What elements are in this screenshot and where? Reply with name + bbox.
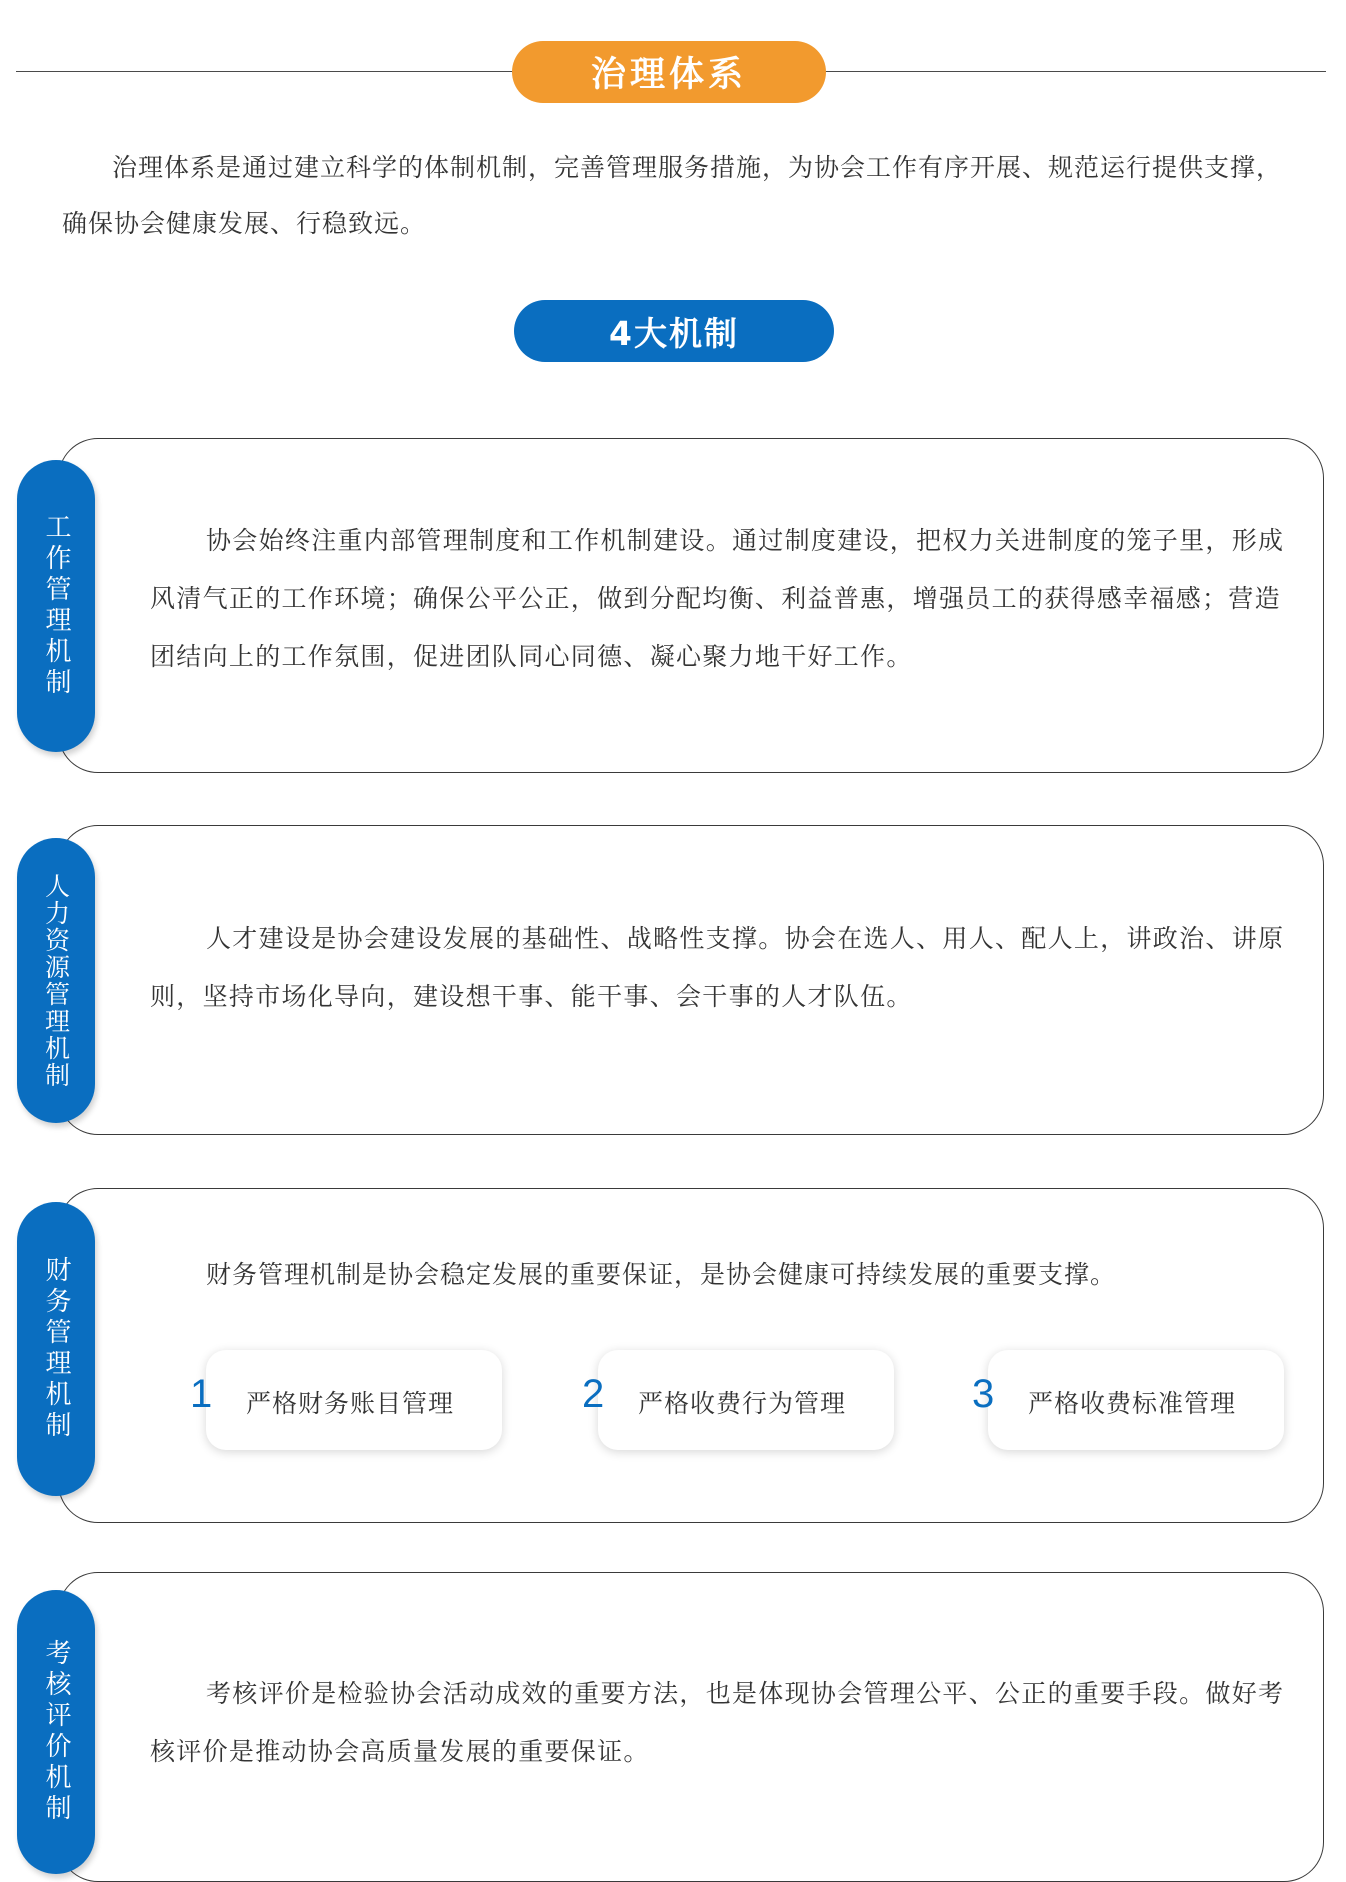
mechanism-tab-finance (17, 1202, 95, 1496)
mechanism-text-assessment: 考核评价是检验协会活动成效的重要方法，也是体现协会管理公平、公正的重要手段。做好考核评价是推动协会高质量发展的重要保证。 (150, 1679, 1285, 1766)
page-title-text: 治理体系 (590, 55, 747, 95)
finance-item-number: 3 (972, 1372, 995, 1416)
mechanism-tab-label: 人力资源管理机制 (41, 872, 71, 1089)
finance-item-number: 1 (190, 1372, 213, 1416)
mechanism-tab-assessment (17, 1590, 95, 1874)
finance-item-2 (598, 1350, 894, 1450)
mechanism-tab-work (17, 460, 95, 752)
mechanism-text-hr: 人才建设是协会建设发展的基础性、战略性支撑。协会在选人、用人、配人上，讲政治、讲原则，坚持市场化导向，建设想干事、能干事、会干事的人才队伍。 (150, 924, 1285, 1011)
finance-item-label: 严格收费标准管理 (1028, 1389, 1237, 1418)
page-title (512, 41, 826, 103)
finance-item-label: 严格财务账目管理 (246, 1389, 455, 1418)
finance-item-number: 2 (582, 1372, 605, 1416)
finance-item-1 (206, 1350, 502, 1450)
mechanism-text-finance: 财务管理机制是协会稳定发展的重要保证，是协会健康可持续发展的重要支撑。 (206, 1260, 1117, 1289)
finance-item-label: 严格收费行为管理 (638, 1389, 847, 1418)
mechanism-tab-label: 考核评价机制 (41, 1639, 71, 1825)
intro-paragraph: 治理体系是通过建立科学的体制机制，完善管理服务措施，为协会工作有序开展、规范运行提供支撑，确保协会健康发展、行稳致远。 (62, 153, 1283, 238)
mechanism-tab-hr (17, 838, 95, 1123)
mechanism-tab-label: 财务管理机制 (41, 1256, 71, 1442)
finance-item-3 (988, 1350, 1284, 1450)
section-title-text: 4大机制 (609, 313, 739, 353)
mechanism-tab-label: 工作管理机制 (41, 513, 71, 699)
section-title (514, 300, 834, 362)
mechanism-text-work: 协会始终注重内部管理制度和工作机制建设。通过制度建设，把权力关进制度的笼子里，形成风清气正的工作环境；确保公平公正，做到分配均衡、利益普惠，增强员工的获得感幸福感；营造团结向上的工作氛围，促进团队同心同德、凝心聚力地干好工作。 (150, 526, 1285, 671)
